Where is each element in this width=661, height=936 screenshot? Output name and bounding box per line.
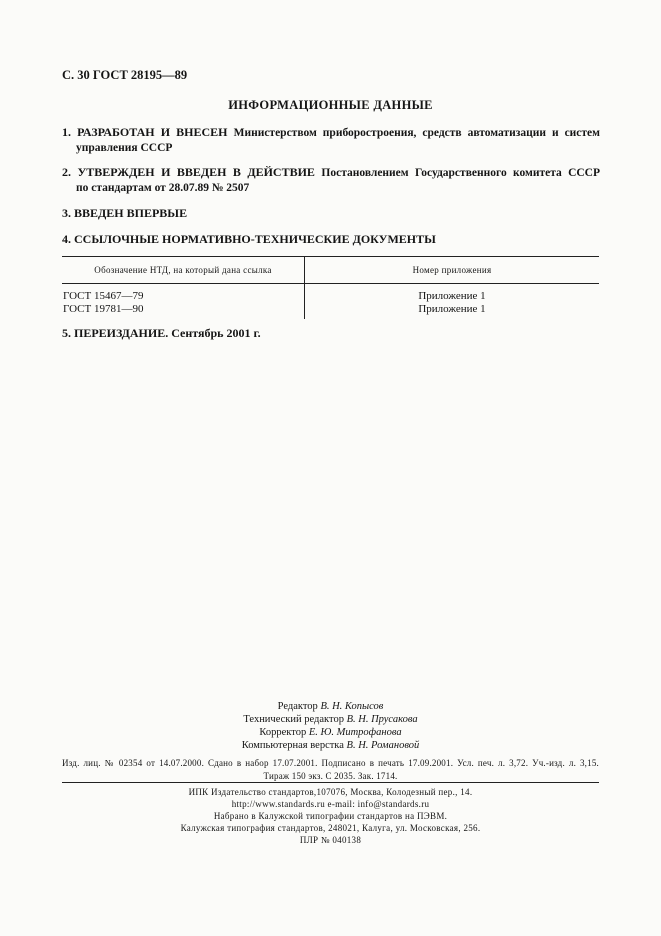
section-title: ИНФОРМАЦИОННЫЕ ДАННЫЕ [228, 98, 433, 112]
item-2-lead: 2. УТВЕРЖДЕН И ВВЕДЕН В ДЕЙСТВИЕ [62, 165, 315, 179]
credit-name: В. Н. Прусакова [346, 714, 418, 725]
credit-name: В. Н. Романовой [346, 740, 420, 751]
credit-role: Корректор [259, 727, 307, 738]
item-1-line2: управления СССР [76, 142, 173, 154]
item-1-lead: 1. РАЗРАБОТАН И ВНЕСЕН [62, 125, 228, 139]
table-row [62, 284, 599, 320]
credit-role: Редактор [277, 701, 318, 712]
page-header: С. 30 ГОСТ 28195—89 [62, 68, 188, 82]
info-item-1 [62, 125, 600, 156]
credit-role: Технический редактор [243, 714, 344, 725]
item-3-lead: 3. ВВЕДЕН ВПЕРВЫЕ [62, 206, 188, 220]
publication-line-2: Тираж 150 экз. С 2035. Зак. 1714. [263, 770, 398, 781]
imprint [0, 786, 661, 846]
table-cell-appendices [305, 284, 600, 320]
publication-line-1: Изд. лиц. № 02354 от 14.07.2000. Сдано в набор 17.07.2001. Подписано в печать 17.09.2001. Усл. печ. л. 3,72. Уч.-изд. л. 3,15. [62, 758, 599, 768]
info-item-4 [62, 232, 600, 247]
item-5-lead: 5. ПЕРЕИЗДАНИЕ. Сентябрь 2001 г. [62, 326, 261, 340]
info-item-5 [62, 326, 600, 341]
credit-editor [0, 700, 661, 713]
credit-layout [0, 739, 661, 752]
table-header-row [62, 257, 599, 284]
imprint-line: ИПК Издательство стандартов,107076, Москва, Колодезный пер., 14. [188, 787, 473, 797]
imprint-line: Набрано в Калужской типографии стандартов на ПЭВМ. [213, 811, 448, 821]
publication-info [62, 757, 599, 782]
item-1-line1: Министерством приборостроения, средств автоматизации и систем [233, 127, 600, 139]
item-2-line1: Постановлением Государственного комитета СССР [321, 167, 601, 179]
item-4-lead: 4. ССЫЛОЧНЫЕ НОРМАТИВНО-ТЕХНИЧЕСКИЕ ДОКУМЕНТЫ [62, 232, 436, 246]
designation: ГОСТ 19781—90 [63, 303, 144, 315]
table-header-designation: Обозначение НТД, на который дана ссылка [62, 257, 305, 284]
credit-proofreader [0, 726, 661, 739]
credit-tech-editor [0, 713, 661, 726]
credit-name: Е. Ю. Митрофанова [308, 727, 402, 738]
info-item-3 [62, 206, 600, 221]
imprint-line: Калужская типография стандартов, 248021, Калуга, ул. Московская, 256. [180, 823, 481, 833]
credit-role: Компьютерная верстка [241, 740, 344, 751]
info-item-2 [62, 165, 600, 196]
imprint-line: ПЛР № 040138 [299, 835, 362, 845]
imprint-line: http://www.standards.ru e-mail: info@standards.ru [231, 799, 430, 809]
appendix-number: Приложение 1 [418, 290, 486, 302]
credit-name: В. Н. Копысов [320, 701, 384, 712]
designation: ГОСТ 15467—79 [63, 290, 144, 302]
staff-credits [0, 700, 661, 752]
table-header-appendix: Номер приложения [305, 257, 600, 284]
divider [62, 782, 599, 783]
item-2-line2: по стандартам от 28.07.89 № 2507 [76, 182, 250, 194]
references-table [62, 256, 599, 319]
appendix-number: Приложение 1 [418, 303, 486, 315]
table-cell-designations [62, 284, 305, 320]
